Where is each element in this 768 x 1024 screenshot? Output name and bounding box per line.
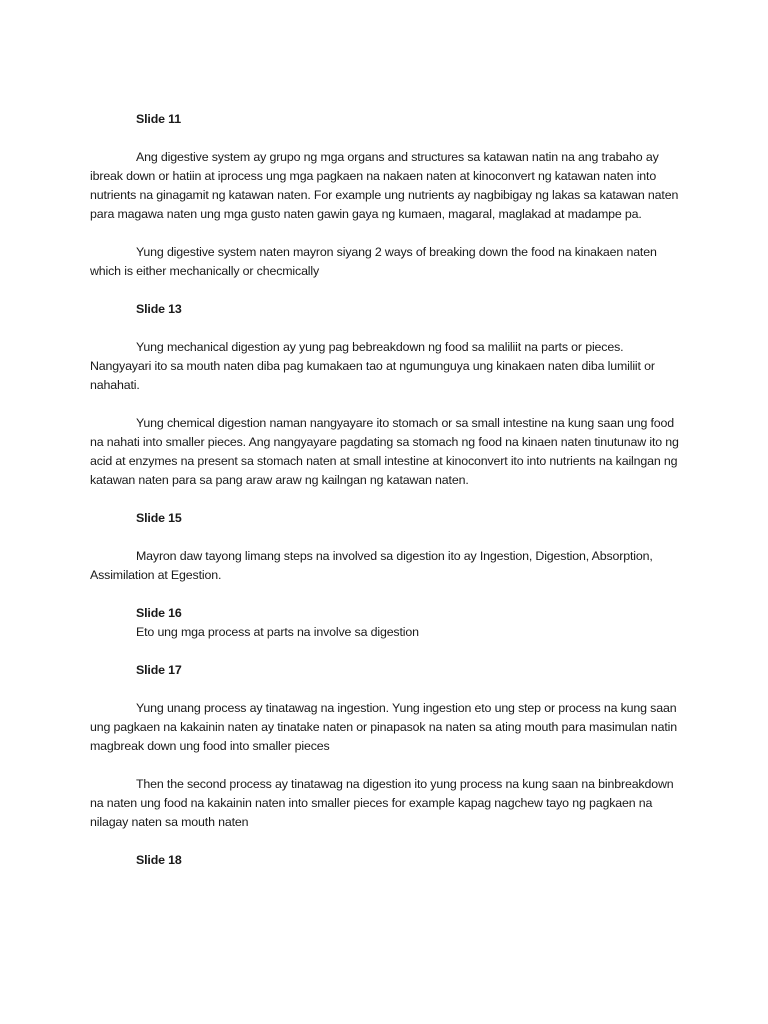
slide-heading: Slide 11 [136,112,181,126]
paragraph: Yung unang process ay tinatawag na ingestion. Yung ingestion eto ung step or process na kung saan ung pagkaen na kakainin naten ay tinatake naten or pinapasok na naten sa ating mouth para masimulan natin magbreak down ung food into smaller pieces [90,701,677,753]
slide-heading: Slide 17 [136,663,182,677]
slide-heading: Slide 18 [136,853,182,867]
slide-heading: Slide 16 [136,606,182,620]
paragraph: Yung chemical digestion naman nangyayare ito stomach or sa small intestine na kung saan ung food na nahati into smaller pieces. Ang nangyayare pagdating sa stomach ng food na kinaen naten tinutunaw ito ng acid at enzymes na present sa stomach naten at small intestine at kinoconvert ito into nutrients na kailngan ng katawan naten para sa pang araw araw ng kailngan ng katawan naten. [90,416,679,487]
slide-heading: Slide 15 [136,511,182,525]
paragraph: Eto ung mga process at parts na involve sa digestion [136,625,419,639]
paragraph: Then the second process ay tinatawag na digestion ito yung process na kung saan na binbreakdown na naten ung food na kakainin naten into smaller pieces for example kapag nagchew tayo ng pagkaen na nilagay naten sa mouth naten [90,777,674,829]
paragraph: Ang digestive system ay grupo ng mga organs and structures sa katawan natin na ang trabaho ay ibreak down or hatiin at iprocess ung mga pagkaen na nakaen naten at kinoconvert ng katawan naten into nutrients na ginagamit ng katawan naten. For example ung nutrients ay nagbibigay ng lakas sa katawan naten para magawa naten ung mga gusto naten gawin gaya ng kumaen, magaral, maglakad at madampe pa. [90,150,679,221]
document-body [90,110,680,889]
paragraph: Mayron daw tayong limang steps na involved sa digestion ito ay Ingestion, Digestion, Absorption, Assimilation at Egestion. [90,549,653,582]
slide-heading: Slide 13 [136,302,182,316]
paragraph: Yung mechanical digestion ay yung pag bebreakdown ng food sa maliliit na parts or pieces. Nangyayari ito sa mouth naten diba pag kumakaen tao at ngumunguya ung kinakaen naten diba lumiliit or nahahati. [90,340,655,392]
paragraph: Yung digestive system naten mayron siyang 2 ways of breaking down the food na kinakaen naten which is either mechanically or checmically [90,245,657,278]
